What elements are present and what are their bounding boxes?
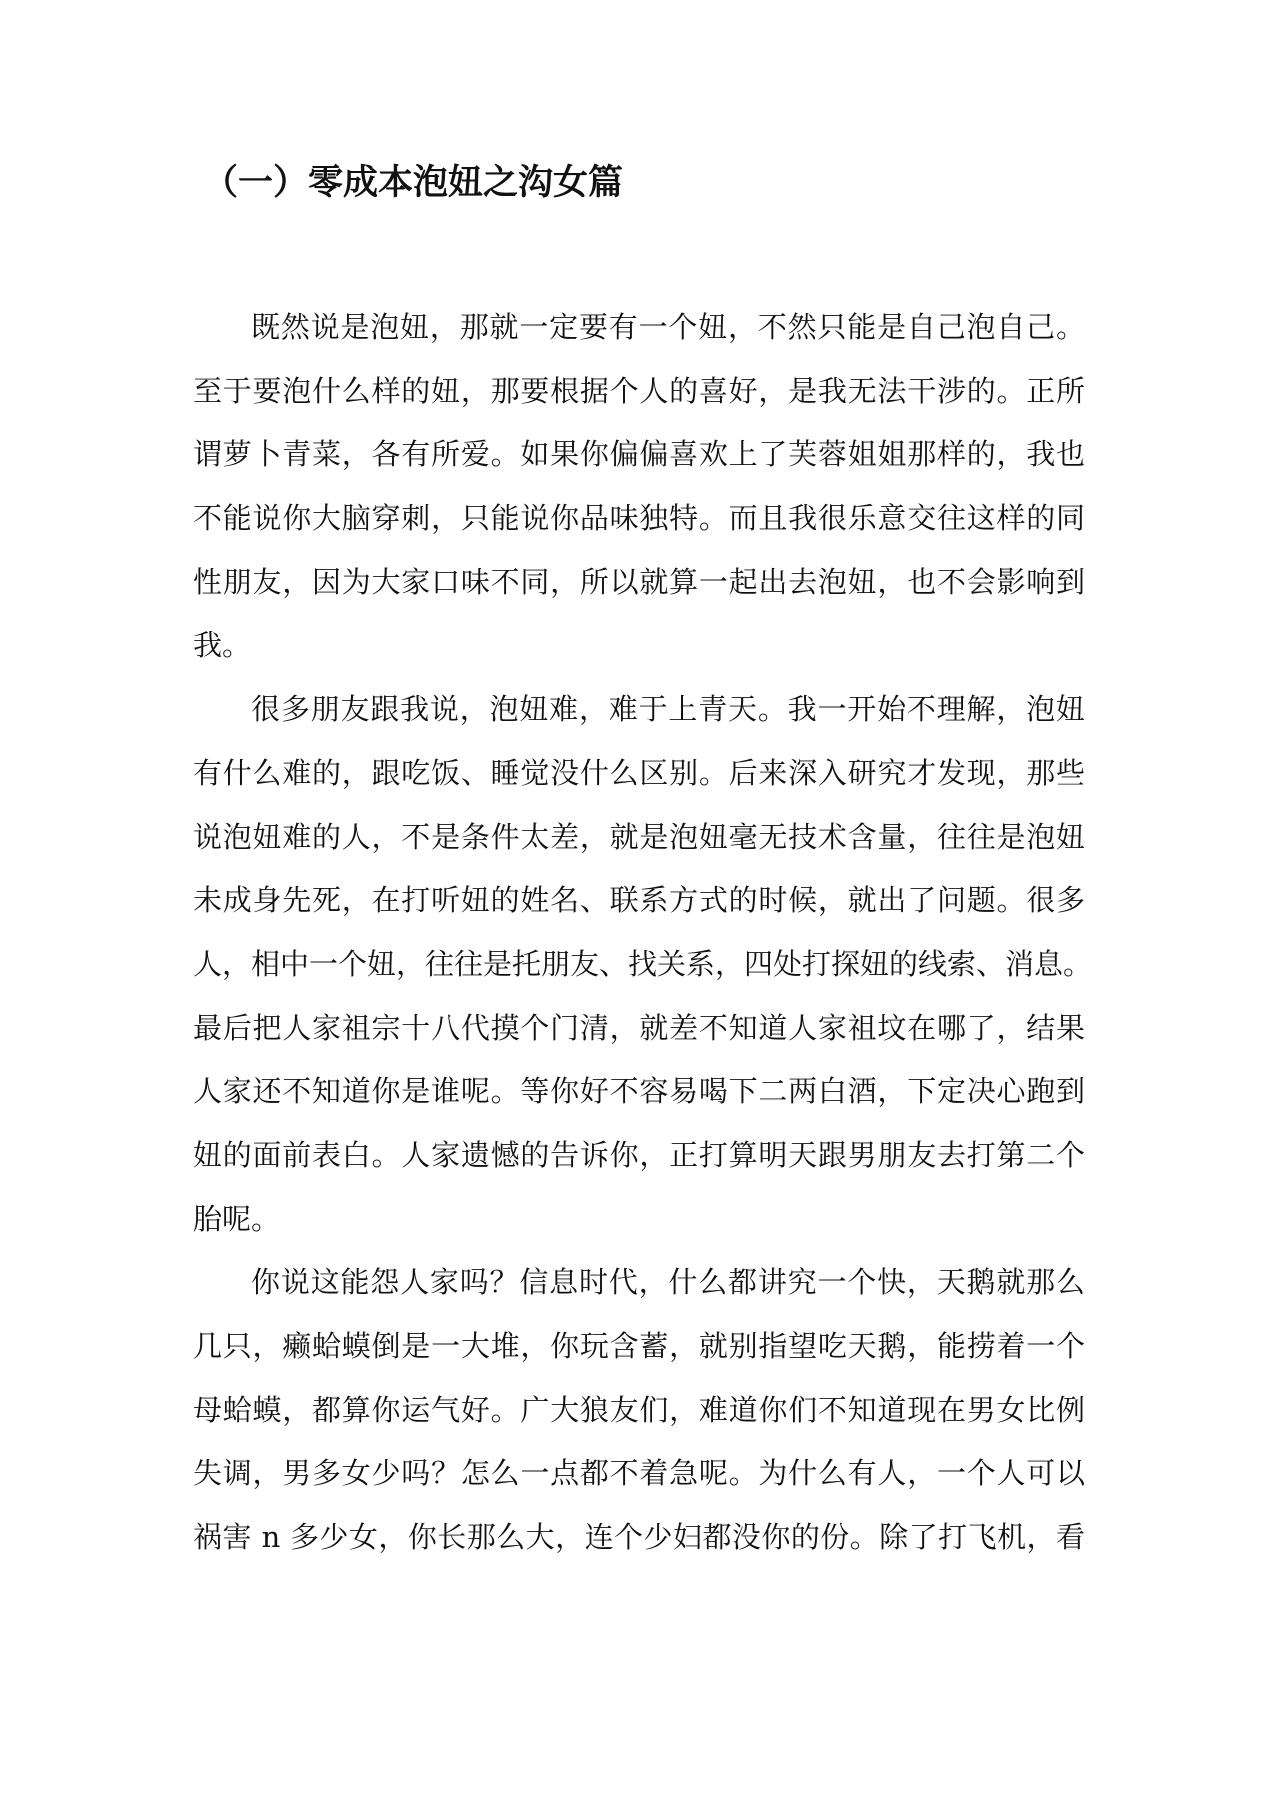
text-line: 你说这能怨人家吗？信息时代，什么都讲究一个快，天鹅就那么 <box>251 1265 1085 1300</box>
text-line: 既然说是泡妞，那就一定要有一个妞，不然只能是自己泡自己。 <box>251 310 1085 344</box>
text-line: 胎呢。 <box>193 1201 281 1236</box>
section-heading: （一）零成本泡妞之沟女篇 <box>203 162 624 203</box>
paragraph-1 <box>193 296 1085 678</box>
text-line: 妞的面前表白。人家遗憾的告诉你，正打算明天跟男朋友去打第二个 <box>193 1137 1085 1172</box>
text-line: 人，相中一个妞，往往是托朋友、找关系，四处打探妞的线索、消息。 <box>193 946 1093 981</box>
text-line: 失调，男多女少吗？怎么一点都不着急呢。为什么有人，一个人可以 <box>193 1456 1085 1491</box>
text-line: 至于要泡什么样的妞，那要根据个人的喜好，是我无法干涉的。正所 <box>193 373 1085 408</box>
text-line: 几只，癞蛤蟆倒是一大堆，你玩含蓄，就别指望吃天鹅，能捞着一个 <box>193 1329 1085 1363</box>
text-line: 最后把人家祖宗十八代摸个门清，就差不知道人家祖坟在哪了，结果 <box>193 1010 1085 1045</box>
text-line: 说泡妞难的人，不是条件太差，就是泡妞毫无技术含量，往往是泡妞 <box>193 819 1085 854</box>
paragraph-2 <box>193 678 1093 1251</box>
document-body <box>193 296 1093 1570</box>
text-line: 祸害 n 多少女，你长那么大，连个少妇都没你的份。除了打飞机，看 <box>193 1520 1085 1555</box>
text-line: 母蛤蟆，都算你运气好。广大狼友们，难道你们不知道现在男女比例 <box>193 1392 1085 1427</box>
text-line: 人家还不知道你是谁呢。等你好不容易喝下二两白酒，下定决心跑到 <box>193 1074 1085 1109</box>
text-line: 很多朋友跟我说，泡妞难，难于上青天。我一开始不理解，泡妞 <box>251 692 1085 727</box>
paragraph-3 <box>193 1251 1085 1569</box>
text-line: 有什么难的，跟吃饭、睡觉没什么区别。后来深入研究才发现，那些 <box>193 755 1085 790</box>
text-line: 谓萝卜青菜，各有所爱。如果你偏偏喜欢上了芙蓉姐姐那样的，我也 <box>193 437 1085 472</box>
text-line: 不能说你大脑穿刺，只能说你品味独特。而且我很乐意交往这样的同 <box>193 501 1085 536</box>
text-line: 我。 <box>193 628 252 663</box>
text-line: 性朋友，因为大家口味不同，所以就算一起出去泡妞，也不会影响到 <box>193 564 1085 599</box>
text-line: 未成身先死，在打听妞的姓名、联系方式的时候，就出了问题。很多 <box>193 883 1085 918</box>
